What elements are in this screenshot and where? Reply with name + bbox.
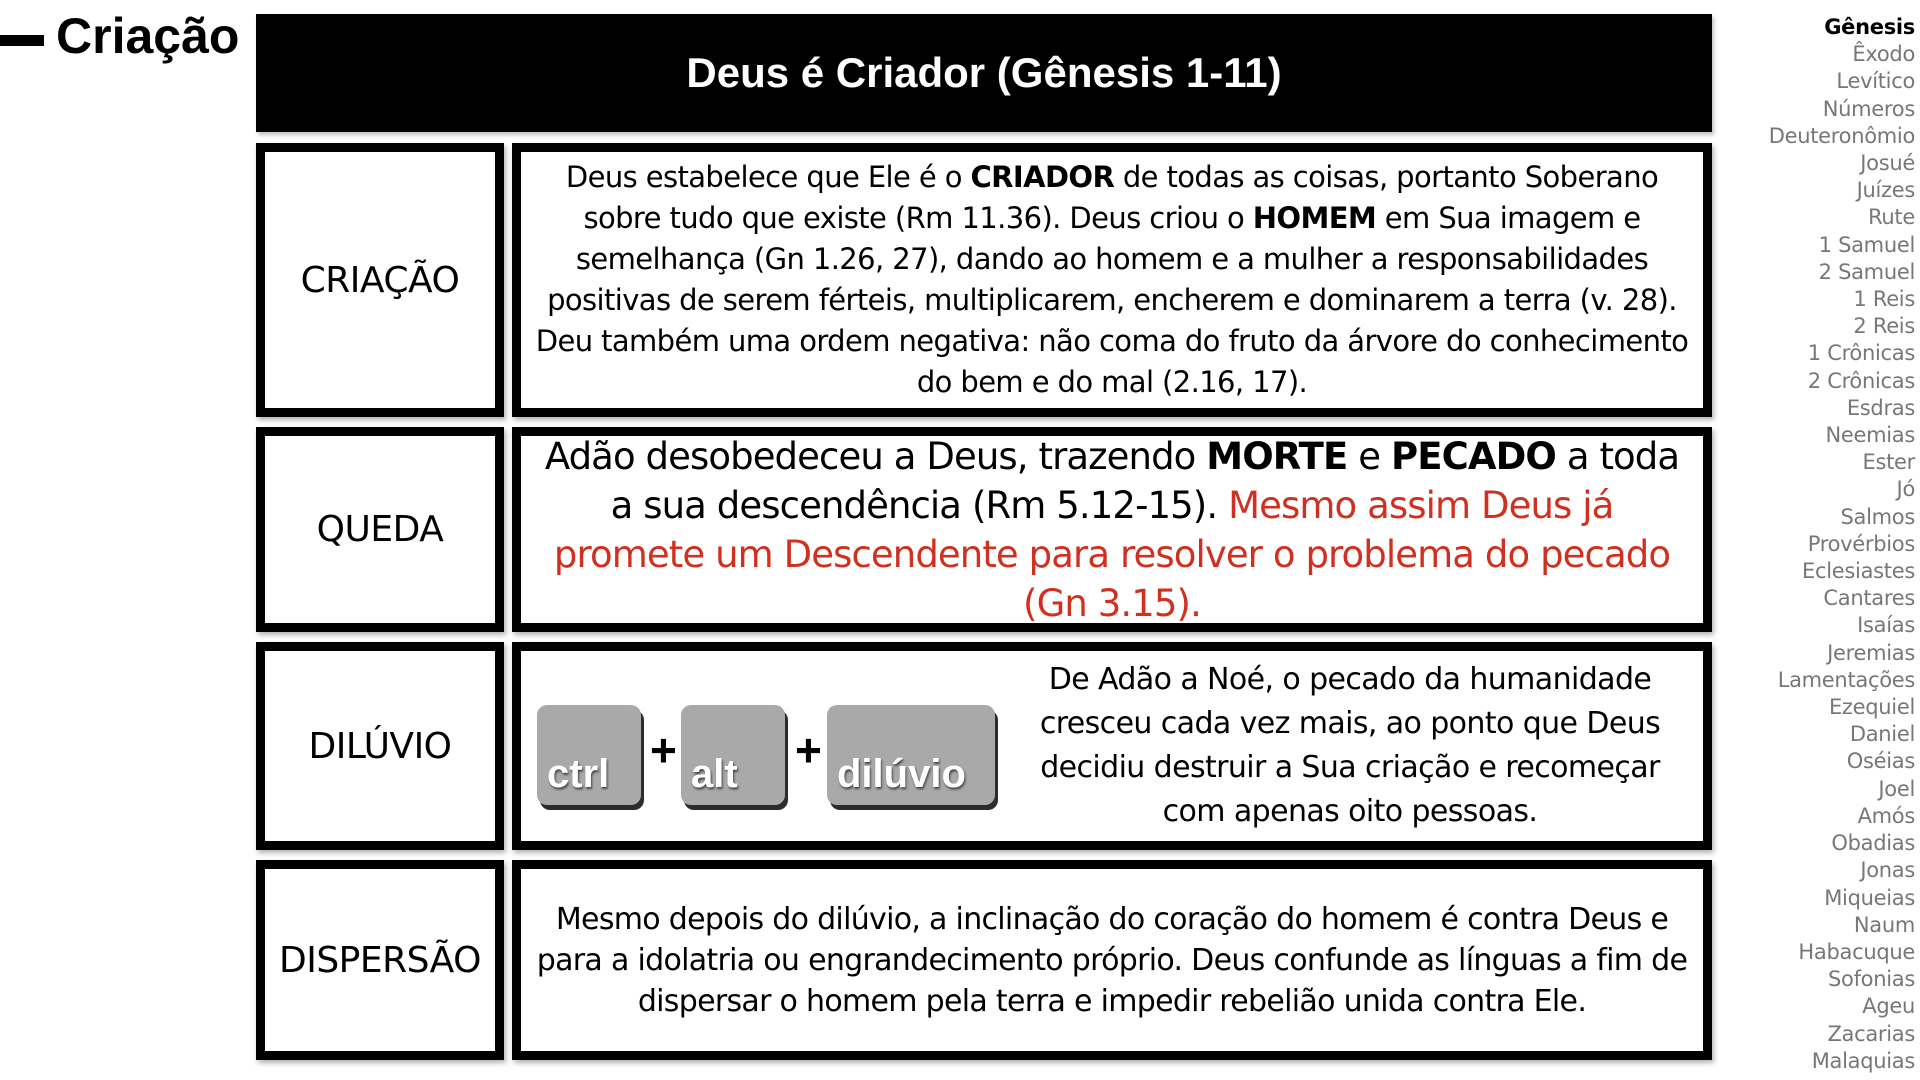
- book-link-0[interactable]: Gênesis: [1824, 15, 1915, 39]
- book-link-3[interactable]: Números: [1822, 96, 1915, 121]
- row-criacao: [256, 143, 1712, 417]
- book-link-19[interactable]: Provérbios: [1807, 531, 1915, 556]
- ctrl-key-icon: ctrl: [537, 705, 641, 805]
- book-link-33[interactable]: Naum: [1853, 912, 1915, 937]
- label-box-queda: [256, 427, 504, 632]
- row-description: Deus estabelece que Ele é o CRIADOR de todas as coisas, portanto Soberano sobre tudo que existe (Rm 11.36). Deus criou o HOMEM em Sua imagem e semelhança (Gn 1.26, 27), dando ao homem e a mulher a responsabilidades positivas de serem férteis, multiplicarem, encherem e dominarem a terra (v. 28). Deu também uma ordem negativa: não coma do fruto da árvore do conhecimento do bem e do mal (2.16, 17).: [535, 160, 1689, 399]
- book-link-29[interactable]: Amós: [1857, 803, 1915, 828]
- row-label: DILÚVIO: [308, 725, 452, 767]
- book-link-27[interactable]: Oséias: [1846, 749, 1915, 774]
- row-dispersao: [256, 860, 1712, 1060]
- book-link-13[interactable]: 2 Crônicas: [1807, 368, 1915, 393]
- content-box-queda: [512, 427, 1712, 632]
- book-link-38[interactable]: Malaquias: [1811, 1048, 1915, 1073]
- book-link-18[interactable]: Salmos: [1840, 504, 1915, 529]
- plus-sign: +: [650, 724, 677, 776]
- content-box-diluvio: [512, 642, 1712, 850]
- book-link-12[interactable]: 1 Crônicas: [1807, 341, 1915, 366]
- book-link-1[interactable]: Êxodo: [1852, 42, 1915, 67]
- diluvio-key-icon: dilúvio: [827, 705, 995, 805]
- book-link-22[interactable]: Isaías: [1857, 613, 1915, 638]
- book-link-35[interactable]: Sofonias: [1828, 967, 1915, 992]
- book-link-31[interactable]: Jonas: [1860, 858, 1915, 883]
- book-link-21[interactable]: Cantares: [1823, 586, 1915, 611]
- book-link-34[interactable]: Habacuque: [1798, 939, 1915, 964]
- row-label: QUEDA: [316, 509, 444, 550]
- book-link-24[interactable]: Lamentações: [1777, 667, 1915, 692]
- book-link-26[interactable]: Daniel: [1849, 722, 1915, 747]
- row-description: De Adão a Noé, o pecado da humanidade cresceu cada vez mais, ao ponto que Deus decidiu destruir a Sua criação e recomeçar com apenas oito pessoas.: [1039, 662, 1661, 829]
- section-marker: [0, 35, 44, 46]
- book-link-28[interactable]: Joel: [1878, 776, 1915, 801]
- plus-sign: +: [795, 724, 822, 776]
- content-box-dispersao: [512, 860, 1712, 1060]
- book-link-11[interactable]: 2 Reis: [1853, 314, 1915, 339]
- keyboard-shortcut-graphic: [537, 693, 997, 803]
- book-link-23[interactable]: Jeremias: [1827, 640, 1915, 665]
- row-label: CRIAÇÃO: [300, 259, 460, 301]
- book-link-36[interactable]: Ageu: [1862, 994, 1915, 1019]
- label-box-diluvio: [256, 642, 504, 850]
- book-link-15[interactable]: Neemias: [1825, 423, 1915, 448]
- book-link-16[interactable]: Ester: [1862, 450, 1915, 475]
- book-link-10[interactable]: 1 Reis: [1853, 287, 1915, 312]
- row-queda: [256, 427, 1712, 632]
- emphasis-criador: CRIADOR: [970, 160, 1115, 194]
- slide-title: [256, 14, 1712, 132]
- book-link-20[interactable]: Eclesiastes: [1802, 559, 1915, 584]
- emphasis-morte: MORTE: [1206, 434, 1348, 478]
- book-link-25[interactable]: Ezequiel: [1828, 695, 1915, 720]
- book-link-6[interactable]: Juízes: [1856, 178, 1915, 203]
- book-link-5[interactable]: Josué: [1860, 151, 1915, 176]
- slide-title-text: Deus é Criador (Gênesis 1-11): [686, 49, 1282, 96]
- promise-highlight: Mesmo assim Deus já promete um Descendente para resolver o problema do pecado (Gn 3.15).: [553, 483, 1671, 625]
- book-link-14[interactable]: Esdras: [1846, 395, 1915, 420]
- emphasis-homem: HOMEM: [1252, 201, 1377, 235]
- book-link-7[interactable]: Rute: [1868, 205, 1915, 230]
- book-link-8[interactable]: 1 Samuel: [1818, 232, 1915, 257]
- emphasis-pecado: PECADO: [1391, 434, 1556, 478]
- section-title: Criação: [56, 8, 240, 64]
- row-description: Mesmo depois do dilúvio, a inclinação do coração do homem é contra Deus e para a idolatria ou engrandecimento próprio. Deus confunde as línguas a fim de dispersar o homem pela terra e impedir rebelião unida contra Ele.: [536, 901, 1688, 1019]
- book-link-4[interactable]: Deuteronômio: [1768, 123, 1915, 148]
- label-box-dispersao: [256, 860, 504, 1060]
- alt-key-icon: alt: [681, 705, 785, 805]
- content-box-criacao: [512, 143, 1712, 417]
- book-link-32[interactable]: Miqueias: [1824, 885, 1915, 910]
- book-link-30[interactable]: Obadias: [1831, 831, 1915, 856]
- row-label: DISPERSÃO: [278, 939, 481, 981]
- row-description: Adão desobedeceu a Deus, trazendo MORTE e PECADO a toda a sua descendência (Rm 5.12-15). Mesmo assim Deus já promete um Descendente para resolver o problema do pecado (Gn 3.15).: [544, 434, 1680, 625]
- row-diluvio: [256, 642, 1712, 850]
- book-link-17[interactable]: Jó: [1896, 477, 1915, 502]
- label-box-criacao: [256, 143, 504, 417]
- book-link-2[interactable]: Levítico: [1836, 69, 1915, 94]
- book-link-37[interactable]: Zacarias: [1827, 1021, 1915, 1046]
- bible-books-nav: [1769, 14, 1915, 1075]
- book-link-9[interactable]: 2 Samuel: [1818, 259, 1915, 284]
